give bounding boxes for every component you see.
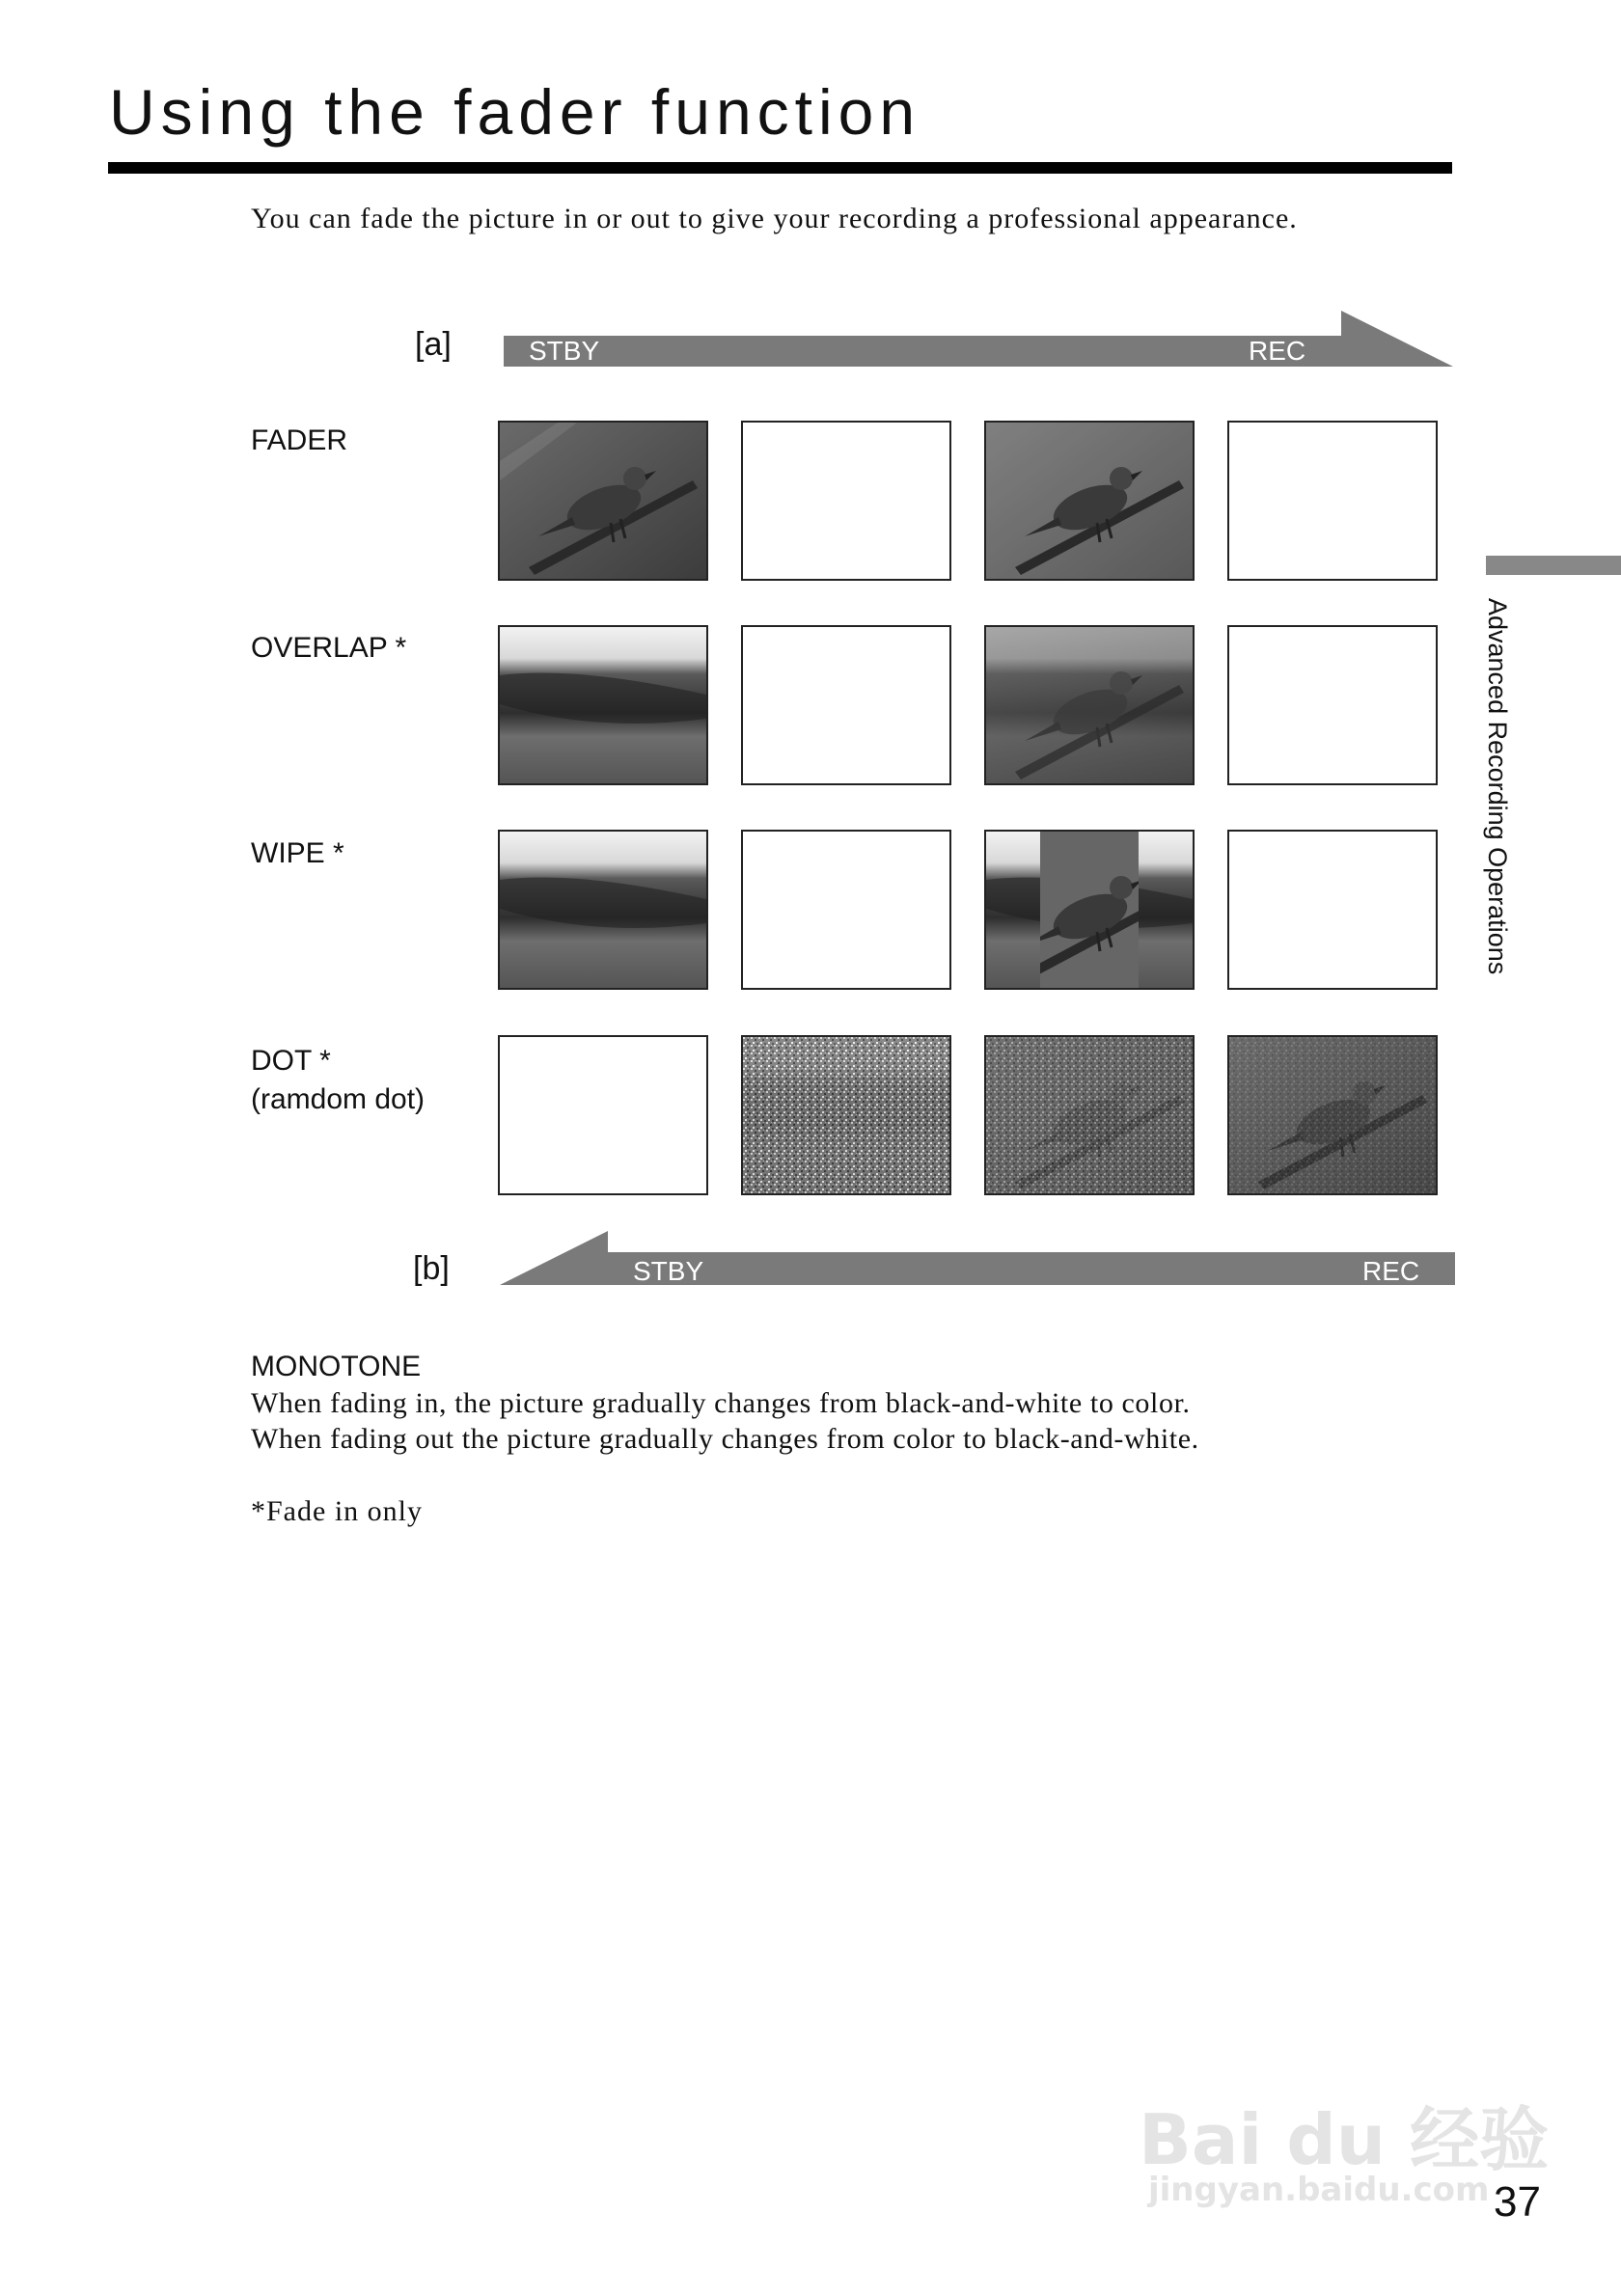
frame-fader-4: [1227, 421, 1438, 581]
frame-wipe-1: [498, 830, 708, 990]
page-title: Using the fader function: [109, 76, 921, 148]
watermark-url: jingyan.baidu.com: [1148, 2171, 1490, 2209]
frame-fader-1: [498, 421, 708, 581]
frame-wipe-3: [984, 830, 1195, 990]
monotone-line-2: When fading out the picture gradually changes from color to black-and-white.: [251, 1423, 1199, 1455]
frame-fader-3: [984, 421, 1195, 581]
frame-fader-2: [741, 421, 951, 581]
frame-dot-4: [1227, 1035, 1438, 1195]
footnote: *Fade in only: [251, 1495, 423, 1527]
row-label-overlap: OVERLAP *: [251, 632, 407, 664]
bar-b-end-label: REC: [1362, 1256, 1420, 1286]
frame-overlap-2: [741, 625, 951, 785]
monotone-line-1: When fading in, the picture gradually changes from black-and-white to color.: [251, 1387, 1191, 1419]
timeline-arrow-a: [504, 311, 1453, 369]
row-label-dot: DOT *: [251, 1045, 331, 1077]
section-side-label: Advanced Recording Operations: [1483, 598, 1512, 975]
frame-dot-1: [498, 1035, 708, 1195]
row-label-fader: FADER: [251, 424, 348, 456]
bar-a-start-label: STBY: [529, 336, 600, 366]
frame-dot-2: [741, 1035, 951, 1195]
title-rule: [108, 162, 1452, 174]
bar-a-end-label: REC: [1249, 336, 1306, 366]
frame-wipe-2: [741, 830, 951, 990]
arrow-right-shape: [504, 311, 1453, 367]
bracket-b: [b]: [413, 1250, 450, 1287]
page-number: 37: [1494, 2178, 1541, 2226]
frame-overlap-3: [984, 625, 1195, 785]
frame-overlap-1: [498, 625, 708, 785]
bracket-a: [a]: [415, 326, 452, 363]
intro-text: You can fade the picture in or out to give your recording a professional appearance.: [251, 203, 1298, 234]
row-label-wipe: WIPE *: [251, 837, 344, 869]
bar-b-start-label: STBY: [633, 1256, 704, 1286]
monotone-heading: MONOTONE: [251, 1351, 422, 1382]
frame-overlap-4: [1227, 625, 1438, 785]
section-tab-marker: [1486, 556, 1621, 575]
watermark-logo: Bai du 经验: [1139, 2099, 1550, 2180]
frame-wipe-4: [1227, 830, 1438, 990]
frame-dot-3: [984, 1035, 1195, 1195]
row-sublabel-dot: (ramdom dot): [251, 1083, 426, 1115]
